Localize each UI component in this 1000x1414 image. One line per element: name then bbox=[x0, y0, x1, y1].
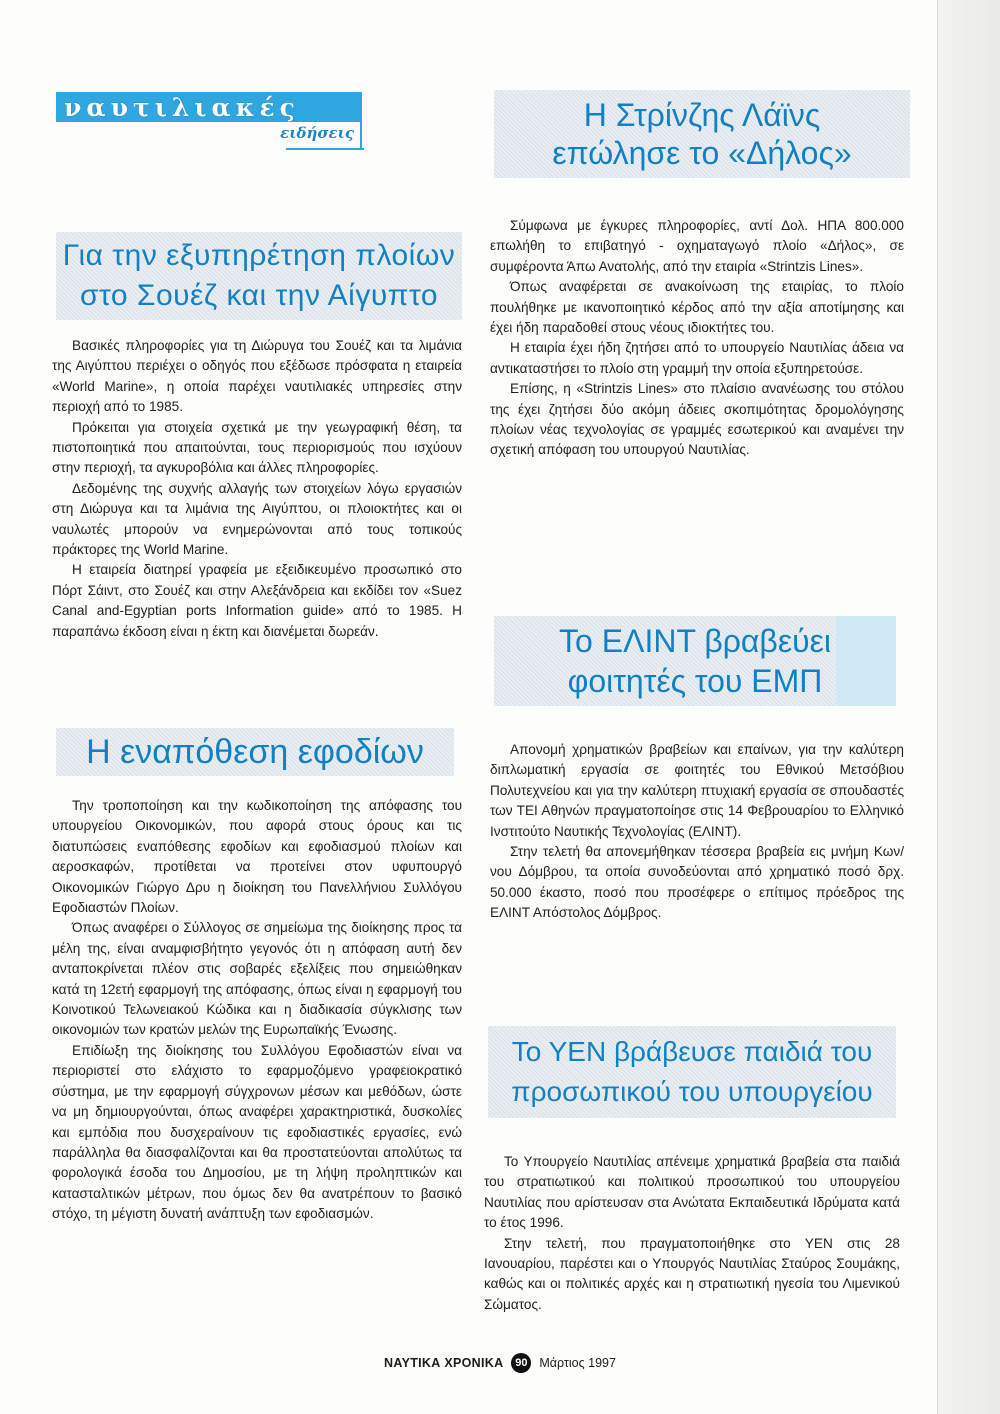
article-yen-body bbox=[484, 1152, 900, 1315]
page-edge bbox=[937, 0, 1000, 1414]
paragraph: Σύμφωνα με έγκυρες πληροφορίες, αντί Δολ. ΗΠΑ 800.000 επωλήθη το επιβατηγό - οχηματαγωγό πλοίο «Δήλος», σε συμφέροντα Άπω Ανατολής, από την εταιρία «Strintzis Lines». bbox=[490, 218, 904, 274]
headline-yen-line1: Το ΥΕΝ βράβευσε παιδιά του bbox=[511, 1036, 873, 1067]
issue-date: Μάρτιος 1997 bbox=[539, 1356, 616, 1370]
headline-yen-line2: προσωπικού του υπουργείου bbox=[511, 1076, 873, 1107]
article-strintzis-body bbox=[490, 216, 904, 461]
headline-strintzis bbox=[494, 90, 910, 178]
logo-rule-bottom bbox=[286, 148, 364, 150]
headline-yen bbox=[488, 1026, 896, 1118]
paragraph: Επιδίωξη της διοίκησης του Συλλόγου Εφοδιαστών είναι να περιοριστεί στο ελάχιστο το εφαρμοζόμενο γραφειοκρατικό σύστημα, με την εφαρμογή σύγχρονων μέσων και μεθόδων, ώστε να μη δημιουργούνται, όπως αναφέρει χαρακτηριστικά, δυσκολίες και εμπόδια που δυσχεραίνουν τις εφοδιαστικές εργασίες, ενώ παράλληλα θα διασφαλίζονται και θα προστατεύονται απολύτως τα φορολογικά έσοδα του Δημοσίου, με τη λήψη προληπτικών και κατασταλτικών μέτρων, που όμως δεν θα ανατρέπουν το βασικό στόχο, τη μέγιστη δυνατή ανάπτυξη των εφοδιασμών. bbox=[52, 1042, 462, 1222]
page-number: 90 bbox=[511, 1353, 531, 1373]
paragraph: Δεδομένης της συχνής αλλαγής των στοιχείων λόγω εργασιών στη Διώρυγα και τα λιμάνια της Αιγύπτου, οι πλοιοκτήτες και οι ναυλωτές μπορούν να ενημερώνονται από τους τοπικούς πράκτορες της World Marine. bbox=[52, 480, 462, 558]
headline-supplies bbox=[56, 728, 454, 776]
headline-suez-line2: στο Σουέζ και την Αίγυπτο bbox=[79, 279, 439, 312]
paragraph: Επίσης, η «Strintzis Lines» στο πλαίσιο ανανέωσης του στόλου της έχει ζητήσει δύο ακόμη άδειες σκοπιμότητας δρομολόγησης πλοίων νέας τεχνολογίας σε γραμμές εσωτερικού και αναμένει την σχετική απόφαση του υπουργού Ναυτιλίας. bbox=[490, 381, 904, 458]
headline-suez bbox=[56, 232, 462, 320]
logo-subtitle: ειδήσεις bbox=[280, 124, 354, 142]
page-footer bbox=[0, 1352, 1000, 1374]
paragraph: Η εταιρεία διατηρεί γραφεία με εξειδικευμένο προσωπικό στο Πόρτ Σάιντ, στο Σουέζ και στην Αλεξάνδρεια και εκδίδει τον «Suez Canal and-Egyptian ports Information guide» από το 1985. Η παραπάνω έκδοση είναι η έκτη και διανέμεται δωρεάν. bbox=[52, 562, 462, 639]
paragraph: Όπως αναφέρεται σε ανακοίνωση της εταιρίας, το πλοίο πουλήθηκε με ικανοποιητικό κέρδος από την αξία αποτίμησης και έχει ήδη παραδοθεί στους νέους ιδιοκτήτες του. bbox=[490, 279, 904, 336]
paragraph: Όπως αναφέρει ο Σύλλογος σε σημείωμα της διοίκησης προς τα μέλη της, είναι αναμφισβήτητο γεγονός ότι η απόφαση αυτή δεν ανταποκρίνεται πλέον στις σοβαρές εξελίξεις που σημειώθηκαν κατά τη 12ετή εφαρμογή της απόφασης, όπως είναι η εφαρμογή του Κοινοτικού Τελωνειακού Κώδικα και η διαδικασία σύγκλισης των οικονομιών των κρατών μελών της Ευρωπαϊκής Ένωσης. bbox=[52, 920, 462, 1038]
headline-elint-line2: φοιτητές του ΕΜΠ bbox=[567, 663, 823, 699]
article-suez-body bbox=[52, 336, 462, 642]
paragraph: Απονομή χρηματικών βραβείων και επαίνων, για την καλύτερη διπλωματική εργασία σε φοιτητές του Εθνικού Μετσόβιου Πολυτεχνείου και για την καλύτερη πτυχιακή εργασία σε σπουδαστές των ΤΕΙ Αθηνών πραγματοποίησε στις 14 Φεβρουαρίου το Ελληνικό Ινστιτούτο Ναυτικής Τεχνολογίας (ΕΛΙΝΤ). bbox=[490, 742, 904, 839]
paragraph: Την τροποποίηση και την κωδικοποίηση της απόφασης του υπουργείου Οικονομικών, που αφορά στους όρους και τις διατυπώσεις εναπόθεσης εφοδίων και εφοδιασμού πλοίων και αεροσκαφών, προτίθεται να προτείνει στον υφυπουργό Οικονομικών Γιώργο Δρυ η διοίκηση του Πανελλήνιου Συλλόγου Εφοδιαστών Πλοίων. bbox=[52, 798, 462, 916]
magazine-name: ΝΑΥΤΙΚΑ ΧΡΟΝΙΚΑ bbox=[384, 1356, 504, 1370]
paragraph: Στην τελετή, που πραγματοποιήθηκε στο ΥΕΝ στις 28 Ιανουαρίου, παρέστει και ο Υπουργός Ναυτιλίας Σταύρος Σουμάκης, καθώς και οι πολιτικές αρχές και η στρατιωτική ηγεσία του Λιμενικού Σώματος. bbox=[484, 1235, 900, 1312]
paragraph: Στην τελετή θα απονεμήθηκαν τέσσερα βραβεία εις μνήμη Κων/νου Δόμβρου, τα οποία συνοδεύονται από χρηματικό ποσό δρχ. 50.000 έκαστο, ποσό που προσέφερε ο επίτιμος πρόεδρος της ΕΛΙΝΤ Απόστολος Δόμβρος. bbox=[490, 844, 904, 921]
paragraph: Το Υπουργείο Ναυτιλίας απένειμε χρηματικά βραβεία στα παιδιά του στρατιωτικού και πολιτικού προσωπικού του υπουργείου Ναυτιλίας που αρίστευσαν στα Ανώτατα Εκπαιδευτικά Ιδρύματα κατά το έτος 1996. bbox=[484, 1154, 900, 1231]
article-elint-body bbox=[490, 740, 904, 924]
paragraph: Βασικές πληροφορίες για τη Διώρυγα του Σουέζ και τα λιμάνια της Αιγύπτου περιέχει ο οδηγός που εξέδωσε πρόσφατα η εταιρεία «World Marine», η οποία παρέχει ναυτιλιακές υπηρεσίες στην περιοχή από το 1985. bbox=[52, 338, 462, 415]
headline-strintzis-line1: Η Στρίνζης Λάϊνς bbox=[583, 97, 821, 133]
headline-supplies-text: Η εναπόθεση εφοδίων bbox=[86, 732, 424, 771]
headline-elint-line1: Το ΕΛΙΝΤ βραβεύει bbox=[559, 623, 831, 659]
logo-rule bbox=[360, 122, 362, 150]
logo-band bbox=[56, 92, 362, 122]
headline-suez-line1: Για την εξυπηρέτηση πλοίων bbox=[62, 239, 456, 272]
paragraph: Η εταιρία έχει ήδη ζητήσει από το υπουργείο Ναυτιλίας άδεια να αντικαταστήσει το πλοίο στη γραμμή την οποία εξυπηρετούσε. bbox=[490, 340, 904, 376]
section-logo bbox=[56, 92, 362, 150]
paragraph: Πρόκειται για στοιχεία σχετικά με την γεωγραφική θέση, τα πιστοποιητικά που απαιτούνται, τους περιορισμούς που ισχύουν στην περιοχή, τα αγκυροβόλια και άλλες πληροφορίες. bbox=[52, 419, 462, 476]
headline-elint bbox=[494, 616, 896, 706]
article-supplies-body bbox=[52, 796, 462, 1225]
headline-strintzis-line2: επώλησε το «Δήλος» bbox=[552, 135, 852, 171]
logo-title: ναυτιλιακές bbox=[64, 93, 300, 122]
